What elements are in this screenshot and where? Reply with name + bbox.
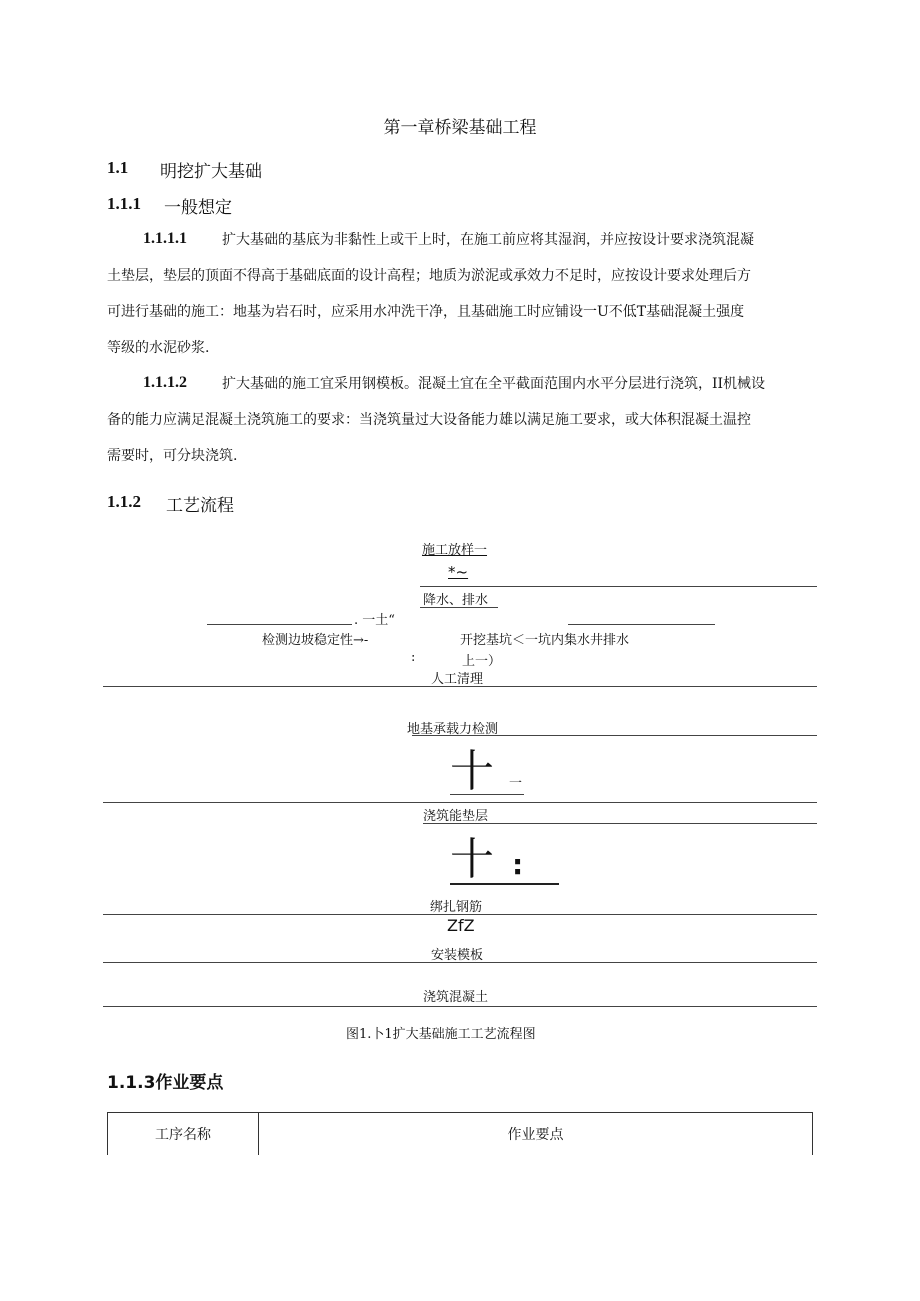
flow-cross-1: 十 [450,746,494,797]
flow-step-rebar: 绑扎钢筋 [430,900,483,915]
flow-step-pour: 浇筑混凝土 [423,990,489,1005]
flow-rule [103,914,817,915]
chapter-title: 第一章桥梁基础工程 [383,118,537,138]
table-header-process: 工序名称 [108,1113,259,1156]
flow-rule [568,624,715,625]
para-1-number: 1.1.1.1 [143,230,187,247]
section-title-1-1-2: 工艺流程 [166,496,234,516]
flow-step-layout: 施工放样一 [422,543,488,558]
flow-rule [103,802,817,803]
figure-caption: 图1.卜1扩大基础施工工艺流程图 [346,1027,536,1042]
flow-step-cushion: 浇筑能垫层 [423,809,489,824]
section-number-1-1-2: 1.1.2 [107,492,141,511]
para-2-line-2: 备的能力应满足混凝土浇筑施工的要求：当浇筑量过大设备能力雄以满足施工要求，或大体积混凝土温控 [107,412,751,428]
section-title-1-1: 明挖扩大基础 [160,162,262,182]
flow-cross-2: 十 [450,834,494,885]
flow-step-dewater: 降水、排水 [423,593,489,608]
flow-colon-mark: : [411,650,416,665]
para-2-line-1: 扩大基础的施工宜采用钢模板。混凝土宜在全平截面范围内水平分层进行浇筑，II机械设 [222,376,766,392]
para-1-line-2: 土垫层，垫层的顶面不得高于基础底面的设计高程；地质为淤泥或承效力不足时，应按设计要求处理后方 [107,268,751,284]
flow-dash-mark: 一 [509,776,523,791]
flow-rule [103,962,817,963]
flow-fragment-dots: . 一土“ [354,613,395,628]
table-header-row [108,1113,813,1156]
section-title-1-1-3: 1.1.3作业要点 [107,1073,224,1093]
flow-arrow-zfz: ZfZ [447,916,475,935]
flow-rule [450,883,559,885]
flow-rule [423,823,817,824]
flow-step-bearing: 地基承载力检测 [407,722,499,737]
flow-step-clean: 人工清理 [431,672,484,687]
section-number-1-1-1: 1.1.1 [107,194,141,213]
flow-rule [420,607,498,608]
table-header-points: 作业要点 [259,1113,813,1156]
flow-rule [412,735,817,736]
flow-rule [103,1006,817,1007]
flow-step-formwork: 安装模板 [431,948,484,963]
flow-rule [450,794,524,795]
flow-step-slope: 检测边坡稳定性→- [262,633,369,648]
flow-fragment-up: 上一） [462,654,502,669]
para-2-line-3: 需要时，可分块浇筑. [107,448,238,464]
flow-rule [420,586,817,587]
para-1-line-1: 扩大基础的基底为非黏性上或干上时，在施工前应将其湿润，并应按设计要求浇筑混凝 [222,232,754,248]
flow-step-excavate: 开挖基坑＜一坑内集水井排水 [460,633,630,648]
para-1-line-3: 可进行基础的施工：地基为岩石时，应采用水冲洗干净，且基础施工时应铺设一U不低T基础混凝土强度 [107,304,745,320]
section-title-1-1-1: 一般想定 [164,198,232,218]
flow-rule [207,624,352,625]
flow-arrow-1: *~ [448,563,469,581]
para-1-line-4: 等级的水泥砂浆. [107,340,210,356]
work-points-table [107,1112,813,1155]
flow-colon-big: : [512,848,524,881]
section-number-1-1: 1.1 [107,158,129,177]
flow-rule [103,686,817,687]
para-2-number: 1.1.1.2 [143,374,187,391]
